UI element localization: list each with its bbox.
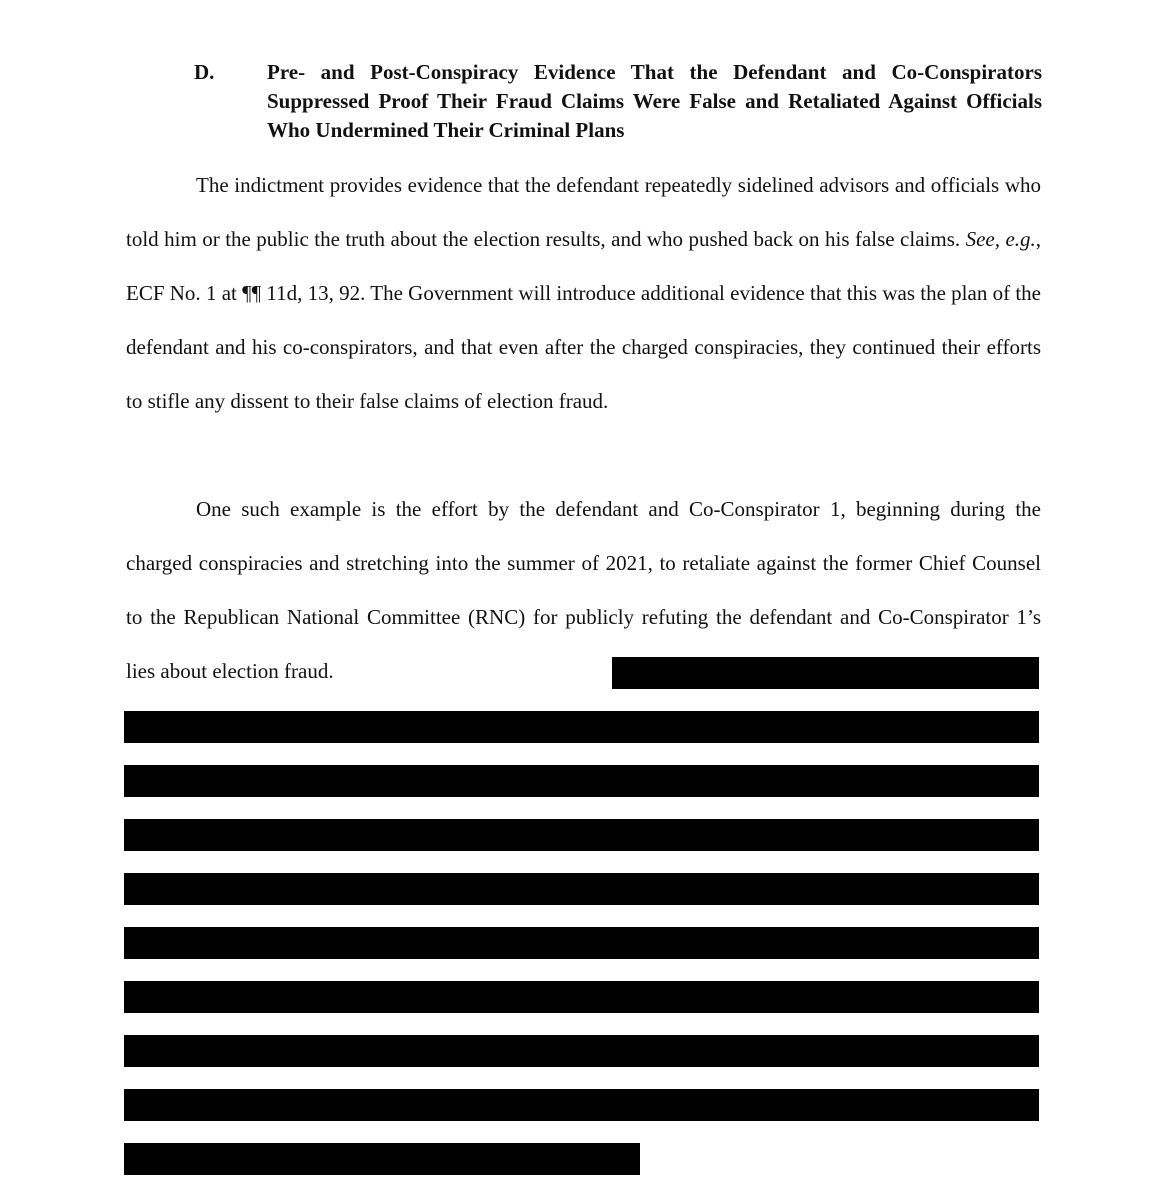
redaction-bar [124,981,1039,1013]
paragraph-indictment-evidence [126,158,1041,428]
redaction-bar [124,1143,640,1175]
redaction-bar [612,657,1039,689]
section-title: Pre- and Post-Conspiracy Evidence That the Defendant and Co-Conspirators Suppressed Proof Their Fraud Claims Were False and Retaliated Against Officials Who Undermined Their Criminal Plans [267,60,1042,142]
paragraph-text: One such example is the effort by the defendant and Co-Conspirator 1, beginning during the charged conspiracies and stretching into the summer of 2021, to retaliate against the former Chief Counsel to the Republican National Committee (RNC) for publicly refuting the defendant and Co-Conspirator 1’s lies about election fraud. [126,497,1041,683]
redaction-bar [124,873,1039,905]
redaction-bar [124,1035,1039,1067]
section-letter: D. [194,60,215,84]
redaction-bar [124,765,1039,797]
redaction-bar [124,711,1039,743]
paragraph-text-continued: , ECF No. 1 at ¶¶ 11d, 13, 92. The Government will introduce additional evidence that this was the plan of the defendant and his co-conspirators, and that even after the charged conspiracies, they continued their efforts to stifle any dissent to their false claims of election fraud. [126,227,1042,413]
citation-signal: See, e.g. [965,227,1036,251]
redaction-bar [124,819,1039,851]
redaction-bar [124,927,1039,959]
paragraph-text: The indictment provides evidence that the defendant repeatedly sidelined advisors and officials who told him or the public the truth about the election results, and who pushed back on his false claims. [126,173,1041,251]
redaction-bar [124,1089,1039,1121]
